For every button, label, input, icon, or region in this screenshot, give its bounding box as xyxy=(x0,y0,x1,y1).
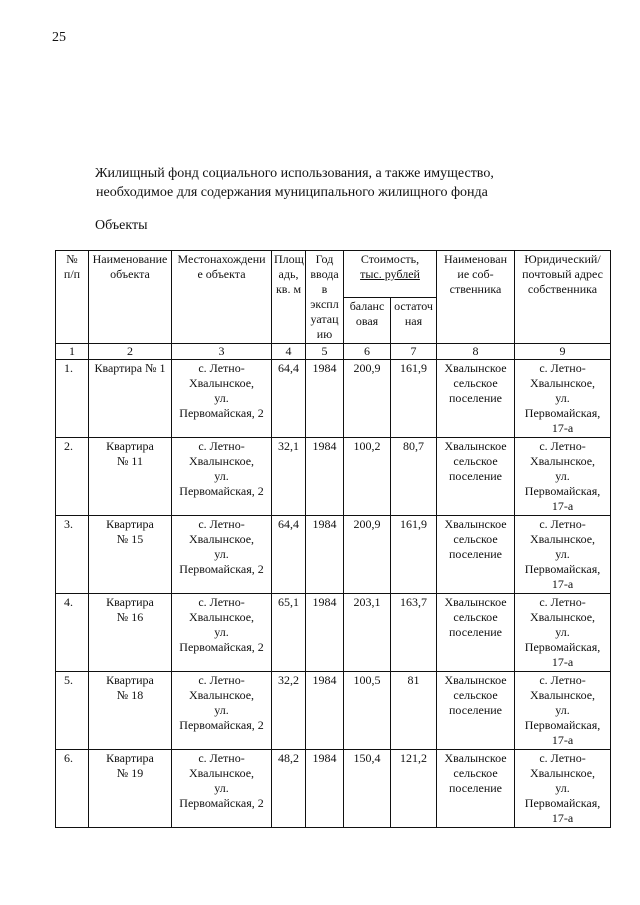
cell-line: Первомайская, 2 xyxy=(179,484,264,498)
cell-line: п/п xyxy=(63,267,81,281)
cell-line: с. Летно- xyxy=(198,595,245,609)
cell-location xyxy=(172,360,272,438)
cell-line: Первомайская, xyxy=(524,406,601,420)
cell-year: 1984 xyxy=(306,750,344,828)
cell-residual: 161,9 xyxy=(391,516,437,594)
cell-line: поселение xyxy=(449,703,503,717)
cell-area: 65,1 xyxy=(272,594,306,672)
cell-line: тыс. рублей xyxy=(360,267,420,281)
cell-line: Стоимость, xyxy=(360,252,420,266)
cell-address xyxy=(515,438,611,516)
cell-line: 17-а xyxy=(551,811,574,825)
cell-line: сельское xyxy=(453,610,498,624)
cell-line: ул. xyxy=(555,781,570,795)
cell-line: с. Летно- xyxy=(198,361,245,375)
cell-balance: 150,4 xyxy=(344,750,391,828)
cell-line: сельское xyxy=(453,532,498,546)
cell-address xyxy=(515,594,611,672)
header-year xyxy=(306,251,344,344)
cell-line: Хвалынское, xyxy=(188,376,255,390)
column-number-6: 6 xyxy=(344,344,391,360)
cell-num: 6. xyxy=(56,750,89,828)
cell-line: сельское xyxy=(453,454,498,468)
column-number-4: 4 xyxy=(272,344,306,360)
cell-owner xyxy=(437,594,515,672)
cell-location xyxy=(172,438,272,516)
cell-line: Хвалынское, xyxy=(529,532,596,546)
cell-num: 2. xyxy=(56,438,89,516)
cell-name xyxy=(89,750,172,828)
cell-line: ная xyxy=(404,313,423,328)
cell-line: Первомайская, 2 xyxy=(179,562,264,576)
cell-line: поселение xyxy=(449,625,503,639)
table-row xyxy=(56,438,611,516)
cell-line: Хвалынское, xyxy=(529,610,596,624)
cell-location xyxy=(172,516,272,594)
cell-line: Первомайская, xyxy=(524,718,601,732)
cell-line: ул. xyxy=(214,703,229,717)
cell-line: Хвалынское, xyxy=(188,766,255,780)
cell-owner xyxy=(437,516,515,594)
cell-line: Первомайская, 2 xyxy=(179,718,264,732)
header-residual xyxy=(391,297,437,344)
cell-line: объекта xyxy=(110,267,150,281)
cell-line: ввода xyxy=(310,267,339,281)
cell-line: с. Летно- xyxy=(539,673,586,687)
cell-line: ул. xyxy=(214,625,229,639)
cell-line: с. Летно- xyxy=(539,751,586,765)
header-balance xyxy=(344,297,391,344)
cell-line: 17-а xyxy=(551,499,574,513)
cell-line: сельское xyxy=(453,376,498,390)
cell-line: Хвалынское, xyxy=(188,532,255,546)
cell-line: с. Летно- xyxy=(198,517,245,531)
cell-area: 48,2 xyxy=(272,750,306,828)
cell-line: поселение xyxy=(449,469,503,483)
cell-residual: 161,9 xyxy=(391,360,437,438)
cell-line: Первомайская, 2 xyxy=(179,796,264,810)
cell-num: 1. xyxy=(56,360,89,438)
table-row xyxy=(56,594,611,672)
cell-line: Площ xyxy=(274,252,304,266)
header-area xyxy=(272,251,306,344)
objects-table xyxy=(55,250,611,828)
cell-line: 17-а xyxy=(551,421,574,435)
cell-owner xyxy=(437,438,515,516)
cell-line: Хвалынское, xyxy=(529,688,596,702)
cell-line: остаточ xyxy=(394,298,433,313)
cell-residual: 80,7 xyxy=(391,438,437,516)
header-num xyxy=(56,251,89,344)
column-number-5: 5 xyxy=(306,344,344,360)
cell-line: поселение xyxy=(449,781,503,795)
cell-line: Первомайская, xyxy=(524,562,601,576)
cell-area: 32,2 xyxy=(272,672,306,750)
cell-name xyxy=(89,594,172,672)
cell-location xyxy=(172,594,272,672)
cell-line: № 18 xyxy=(116,688,144,702)
cell-line: № 19 xyxy=(116,766,144,780)
cell-line: Хвалынское xyxy=(444,517,507,531)
cell-line: ул. xyxy=(555,547,570,561)
document-title xyxy=(95,164,494,202)
cell-line: поселение xyxy=(449,547,503,561)
cell-line: Первомайская, xyxy=(524,640,601,654)
title-line-1: Жилищный фонд социального использования, а также имущество, xyxy=(95,166,494,181)
cell-line: ул. xyxy=(555,469,570,483)
cell-line: экспл xyxy=(310,297,339,311)
cell-line: Квартира № 1 xyxy=(94,361,166,375)
cell-line: с. Летно- xyxy=(539,595,586,609)
header-owner xyxy=(437,251,515,344)
cell-year: 1984 xyxy=(306,672,344,750)
cell-line: 17-а xyxy=(551,655,574,669)
column-number-8: 8 xyxy=(437,344,515,360)
cell-line: ул. xyxy=(555,391,570,405)
cell-line: № 11 xyxy=(116,454,143,468)
cell-line: № 15 xyxy=(116,532,144,546)
cell-line: Хвалынское, xyxy=(529,454,596,468)
cell-line: Хвалынское, xyxy=(188,688,255,702)
column-numbers-row xyxy=(56,344,611,360)
cell-year: 1984 xyxy=(306,438,344,516)
cell-line: ию xyxy=(316,327,333,341)
cell-year: 1984 xyxy=(306,594,344,672)
cell-line: Квартира xyxy=(106,751,154,765)
cell-line: № xyxy=(66,252,78,266)
cell-name xyxy=(89,438,172,516)
cell-line: Хвалынское, xyxy=(188,454,255,468)
cell-owner xyxy=(437,360,515,438)
cell-balance: 200,9 xyxy=(344,516,391,594)
cell-line: ул. xyxy=(214,469,229,483)
cell-balance: 200,9 xyxy=(344,360,391,438)
cell-line: Хвалынское xyxy=(444,595,507,609)
cell-line: Квартира xyxy=(106,517,154,531)
cell-line: Хвалынское, xyxy=(529,376,596,390)
column-number-9: 9 xyxy=(515,344,611,360)
cell-line: овая xyxy=(355,313,379,328)
cell-line: Год xyxy=(315,252,334,266)
cell-balance: 100,5 xyxy=(344,672,391,750)
cell-line: сельское xyxy=(453,688,498,702)
cell-owner xyxy=(437,750,515,828)
cell-address xyxy=(515,672,611,750)
cell-line: ул. xyxy=(214,547,229,561)
header-address xyxy=(515,251,611,344)
cell-line: Хвалынское xyxy=(444,439,507,453)
cell-line: Квартира xyxy=(106,673,154,687)
cell-num: 4. xyxy=(56,594,89,672)
cell-residual: 121,2 xyxy=(391,750,437,828)
cell-name xyxy=(89,516,172,594)
table-row xyxy=(56,750,611,828)
cell-line: с. Летно- xyxy=(198,673,245,687)
cell-line: уатац xyxy=(310,312,339,326)
cell-balance: 100,2 xyxy=(344,438,391,516)
cell-line: Наименование xyxy=(92,252,168,266)
cell-line: с. Летно- xyxy=(539,439,586,453)
cell-balance: 203,1 xyxy=(344,594,391,672)
cell-residual: 81 xyxy=(391,672,437,750)
cell-line: Наименован xyxy=(444,252,508,266)
cell-line: Хвалынское xyxy=(444,673,507,687)
cell-line: собственника xyxy=(527,282,598,296)
cell-address xyxy=(515,360,611,438)
cell-line: с. Летно- xyxy=(539,517,586,531)
cell-line: Квартира xyxy=(106,595,154,609)
cell-line: ул. xyxy=(555,703,570,717)
cell-address xyxy=(515,750,611,828)
cell-line: Первомайская, xyxy=(524,484,601,498)
cell-line: поселение xyxy=(449,391,503,405)
cell-line: с. Летно- xyxy=(539,361,586,375)
cell-line: Первомайская, 2 xyxy=(179,640,264,654)
cell-line: Хвалынское, xyxy=(529,766,596,780)
column-number-1: 1 xyxy=(56,344,89,360)
table-row xyxy=(56,360,611,438)
cell-line: Первомайская, xyxy=(524,796,601,810)
cell-line: Хвалынское xyxy=(444,361,507,375)
cell-num: 5. xyxy=(56,672,89,750)
cell-name xyxy=(89,672,172,750)
cell-line: ул. xyxy=(555,625,570,639)
cell-line: Хвалынское, xyxy=(188,610,255,624)
cell-name xyxy=(89,360,172,438)
cell-area: 64,4 xyxy=(272,360,306,438)
cell-line: кв. м xyxy=(275,282,302,296)
cell-line: адь, xyxy=(278,267,299,281)
table-row xyxy=(56,672,611,750)
header-name xyxy=(89,251,172,344)
objects-table-body xyxy=(56,251,611,828)
cell-line: ственника xyxy=(449,282,502,296)
cell-line: е объекта xyxy=(197,267,246,281)
cell-line: 17-а xyxy=(551,733,574,747)
page-number: 25 xyxy=(52,30,66,45)
cell-line: баланс xyxy=(349,298,385,313)
cell-line: с. Летно- xyxy=(198,439,245,453)
cell-line: с. Летно- xyxy=(198,751,245,765)
cell-location xyxy=(172,672,272,750)
cell-area: 32,1 xyxy=(272,438,306,516)
cell-owner xyxy=(437,672,515,750)
header-row xyxy=(56,251,611,298)
cell-line: Квартира xyxy=(106,439,154,453)
column-number-3: 3 xyxy=(172,344,272,360)
cell-line: Первомайская, 2 xyxy=(179,406,264,420)
cell-line: Хвалынское xyxy=(444,751,507,765)
cell-line: ул. xyxy=(214,781,229,795)
cell-location xyxy=(172,750,272,828)
cell-address xyxy=(515,516,611,594)
cell-line: Местонахождени xyxy=(177,252,266,266)
cell-line: № 16 xyxy=(116,610,144,624)
cell-line: Юридический/ xyxy=(524,252,601,266)
cell-area: 64,4 xyxy=(272,516,306,594)
column-number-2: 2 xyxy=(89,344,172,360)
cell-year: 1984 xyxy=(306,360,344,438)
header-cost xyxy=(344,251,437,298)
cell-year: 1984 xyxy=(306,516,344,594)
cell-residual: 163,7 xyxy=(391,594,437,672)
table-row xyxy=(56,516,611,594)
cell-line: в xyxy=(321,282,328,296)
cell-line: ул. xyxy=(214,391,229,405)
header-location xyxy=(172,251,272,344)
section-subtitle: Объекты xyxy=(95,218,148,233)
cell-line: ие соб- xyxy=(457,267,494,281)
column-number-7: 7 xyxy=(391,344,437,360)
cell-line: почтовый адрес xyxy=(522,267,603,281)
title-line-2: необходимое для содержания муниципального жилищного фонда xyxy=(96,185,488,200)
cell-num: 3. xyxy=(56,516,89,594)
cell-line: сельское xyxy=(453,766,498,780)
cell-line: 17-а xyxy=(551,577,574,591)
